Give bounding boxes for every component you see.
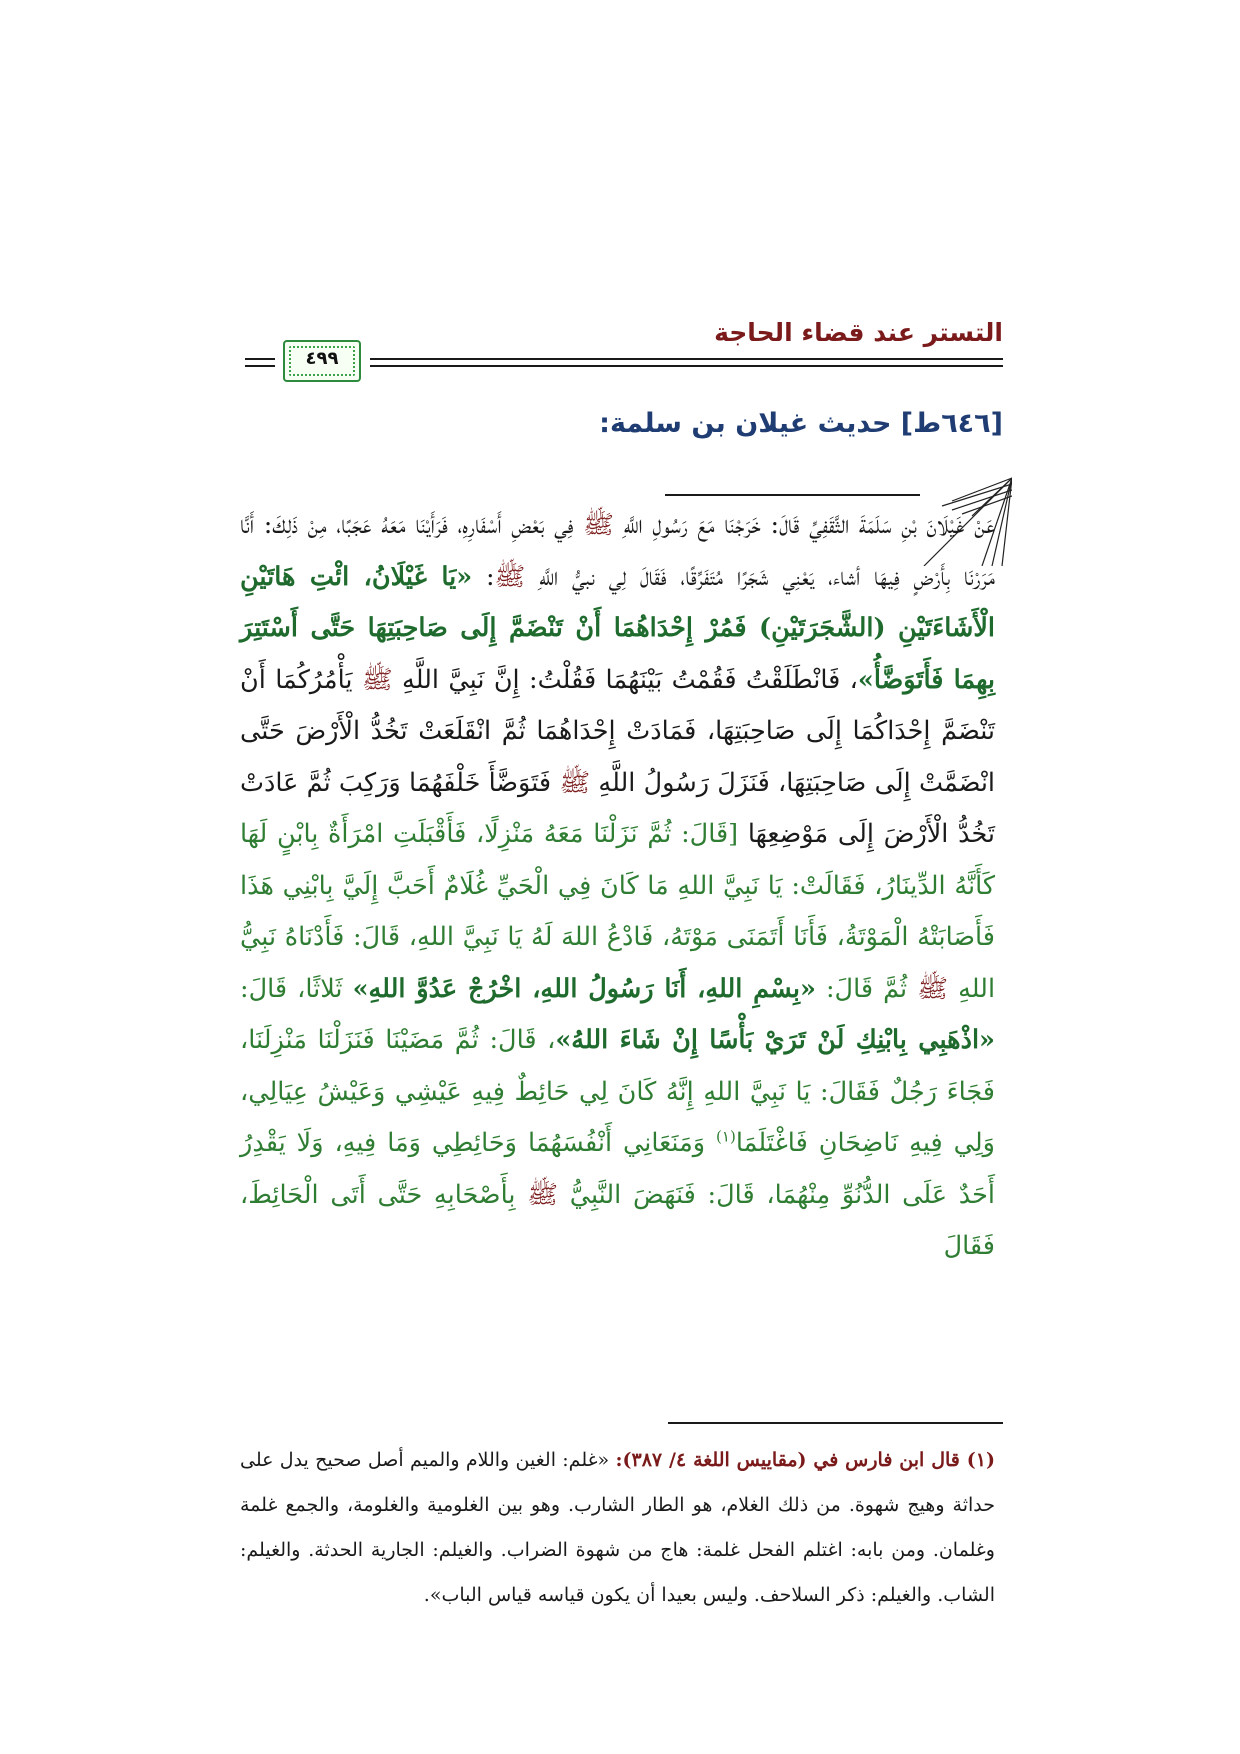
- footnote-reference[interactable]: (١): [716, 1127, 736, 1146]
- highlighted-addition: ثُمَّ قَالَ:: [825, 973, 908, 1004]
- footnote-text: «غلم: الغين واللام والميم أصل صحيح يدل على حداثة وهيج شهوة. من ذلك الغلام، هو الطار الشارب. وهو بين الغلومية والغلومة، والجمع غلمة وغلمان. ومن بابه: اغتلم الفحل غلمة: هاج من شهوة الضراب. والغيلم: الجارية الحدثة. والغيلم: الشاب. والغيلم: ذكر السلاحف. وليس بعيدا أن يكون قياسه قياس الباب».: [240, 1449, 995, 1606]
- page-header: [245, 318, 1003, 390]
- hadith-text: [240, 500, 995, 1273]
- hadith-segment: يَأْمُرُكُمَا أَنْ تَنْضَمَّ إِحْدَاكُمَا إِلَى صَاحِبَتِهَا، فَمَادَتْ إِحْدَاهُمَا ثُمَّ انْقَلَعَتْ تَخُدُّ الْأَرْضَ حَتَّى انْضَمَّتْ إِلَى صَاحِبَتِهَا، فَنَزَلَ رَسُولُ اللَّهِ: [240, 664, 996, 798]
- salutation-glyph: ﷺ: [559, 767, 591, 798]
- prophetic-speech: «بِسْمِ اللهِ، أَنَا رَسُولُ اللهِ، اخْرُجْ عَدُوَّ اللهِ»: [352, 973, 816, 1004]
- page-number-badge: [283, 340, 361, 382]
- footnote-separator: [668, 1422, 1003, 1424]
- heading-rule: [665, 494, 920, 496]
- running-title: التستر عند قضاء الحاجة: [714, 318, 1003, 347]
- salutation-glyph: ﷺ: [494, 561, 526, 592]
- highlighted-addition: ، قَالَ: ثُمَّ مَضَيْنَا فَنَزَلْنَا مَنْزِلَنَا، فَجَاءَ رَجُلٌ فَقَالَ: يَا نَبِيَّ اللهِ إِنَّهُ كَانَ لِي حَائِطٌ فِيهِ عَيْشِي وَعَيْشُ عِيَالِي، وَلِي فِيهِ نَاضِحَانِ فَاغْتَلَمَا: [240, 1025, 995, 1158]
- salutation-glyph: ﷺ: [361, 664, 393, 695]
- hadith-segment: عَنْ غَيْلَانَ بْنِ سَلَمَةَ الثَّقَفِيِّ قَالَ: خَرَجْنَا مَعَ رَسُولِ اللَّهِ: [623, 510, 995, 540]
- highlighted-addition: وَمَنَعَانِي أَنْفُسَهُمَا وَحَائِطِي وَمَا فِيهِ، وَلَا يَقْدِرُ أَحَدٌ عَلَى الدُّنُوِّ مِنْهُمَا، قَالَ: فَنَهَضَ النَّبِيُّ: [240, 1128, 996, 1210]
- highlighted-addition: [قَالَ: ثُمَّ نَزَلْنَا مَعَهُ مَنْزِلًا، فَأَقْبَلَتِ امْرَأَةٌ بِابْنٍ لَهَا كَأَنَّهُ الدِّينَارُ، فَقَالَتْ: يَا نَبِيَّ اللهِ مَا كَانَ فِي الْحَيِّ غُلَامٌ أَحَبَّ إِلَيَّ بِابْنِي هَذَا فَأَصَابَتْهُ الْمَوْتَةُ، فَأَنَا أَتَمَنَى مَوْتَهُ، فَادْعُ اللهَ لَهُ يَا نَبِيَّ اللهِ، قَالَ: فَأَدْنَاهُ نَبِيُّ اللهِ: [240, 819, 996, 1004]
- header-double-rule: [370, 358, 1003, 368]
- hadith-segment: فَتَوَضَّأَ خَلْفَهُمَا وَرَكِبَ ثُمَّ عَادَتْ تَخُدُّ الْأَرْضَ إِلَى مَوْضِعِهَا: [240, 767, 996, 849]
- footnote: [240, 1438, 995, 1618]
- prophetic-speech: «اذْهَبِي بِابْنِكِ لَنْ تَرَيْ بَأْسًا إِنْ شَاءَ اللهُ»: [555, 1025, 995, 1055]
- page-number: ٤٩٩: [305, 348, 339, 369]
- highlighted-addition: بِأَصْحَابِهِ حَتَّى أَتَى الْحَائِطَ، فَقَالَ: [240, 1179, 995, 1261]
- prophetic-speech: «يَا غَيْلَانُ، ائْتِ هَاتَيْنِ الْأَشَاءَتَيْنِ (الشَّجَرَتَيْنِ) فَمُرْ إِحْدَاهُمَا أَنْ تَنْضَمَّ إِلَى صَاحِبَتِهَا حَتَّى أَسْتَتِرَ بِهِمَا فَأَتَوَضَّأُ»: [240, 561, 996, 695]
- hadith-segment: فِي بَعْضِ أَسْفَارِهِ، فَرَأَيْنَا مَعَهُ عَجَبًا، مِنْ ذَلِكَ: أَنَّا مَرَرْنَا بِأَرْضٍ فِيهَا أشاء، يَعْنِي شَجَرًا مُتَفَرِّقًا، فَقَالَ لِي نبيُّ اللَّهِ: [240, 510, 996, 592]
- header-double-rule-left: [245, 358, 275, 368]
- highlighted-addition: ثَلاثًا، قَالَ:: [240, 973, 343, 1004]
- salutation-glyph: ﷺ: [917, 973, 949, 1004]
- section-heading: [٦٤٦ط] حديث غيلان بن سلمة:: [599, 408, 1003, 439]
- salutation-glyph: ﷺ: [583, 510, 614, 540]
- hadith-segment: :: [485, 561, 495, 592]
- hadith-segment: ، فَانْطَلَقْتُ فَقُمْتُ بَيْنَهُمَا فَقُلْتُ: إِنَّ نَبِيَّ اللَّهِ: [402, 664, 858, 695]
- salutation-glyph: ﷺ: [527, 1179, 558, 1210]
- footnote-lead: (١) قال ابن فارس في (مقاييس اللغة ٤/ ٣٨٧):: [615, 1449, 995, 1471]
